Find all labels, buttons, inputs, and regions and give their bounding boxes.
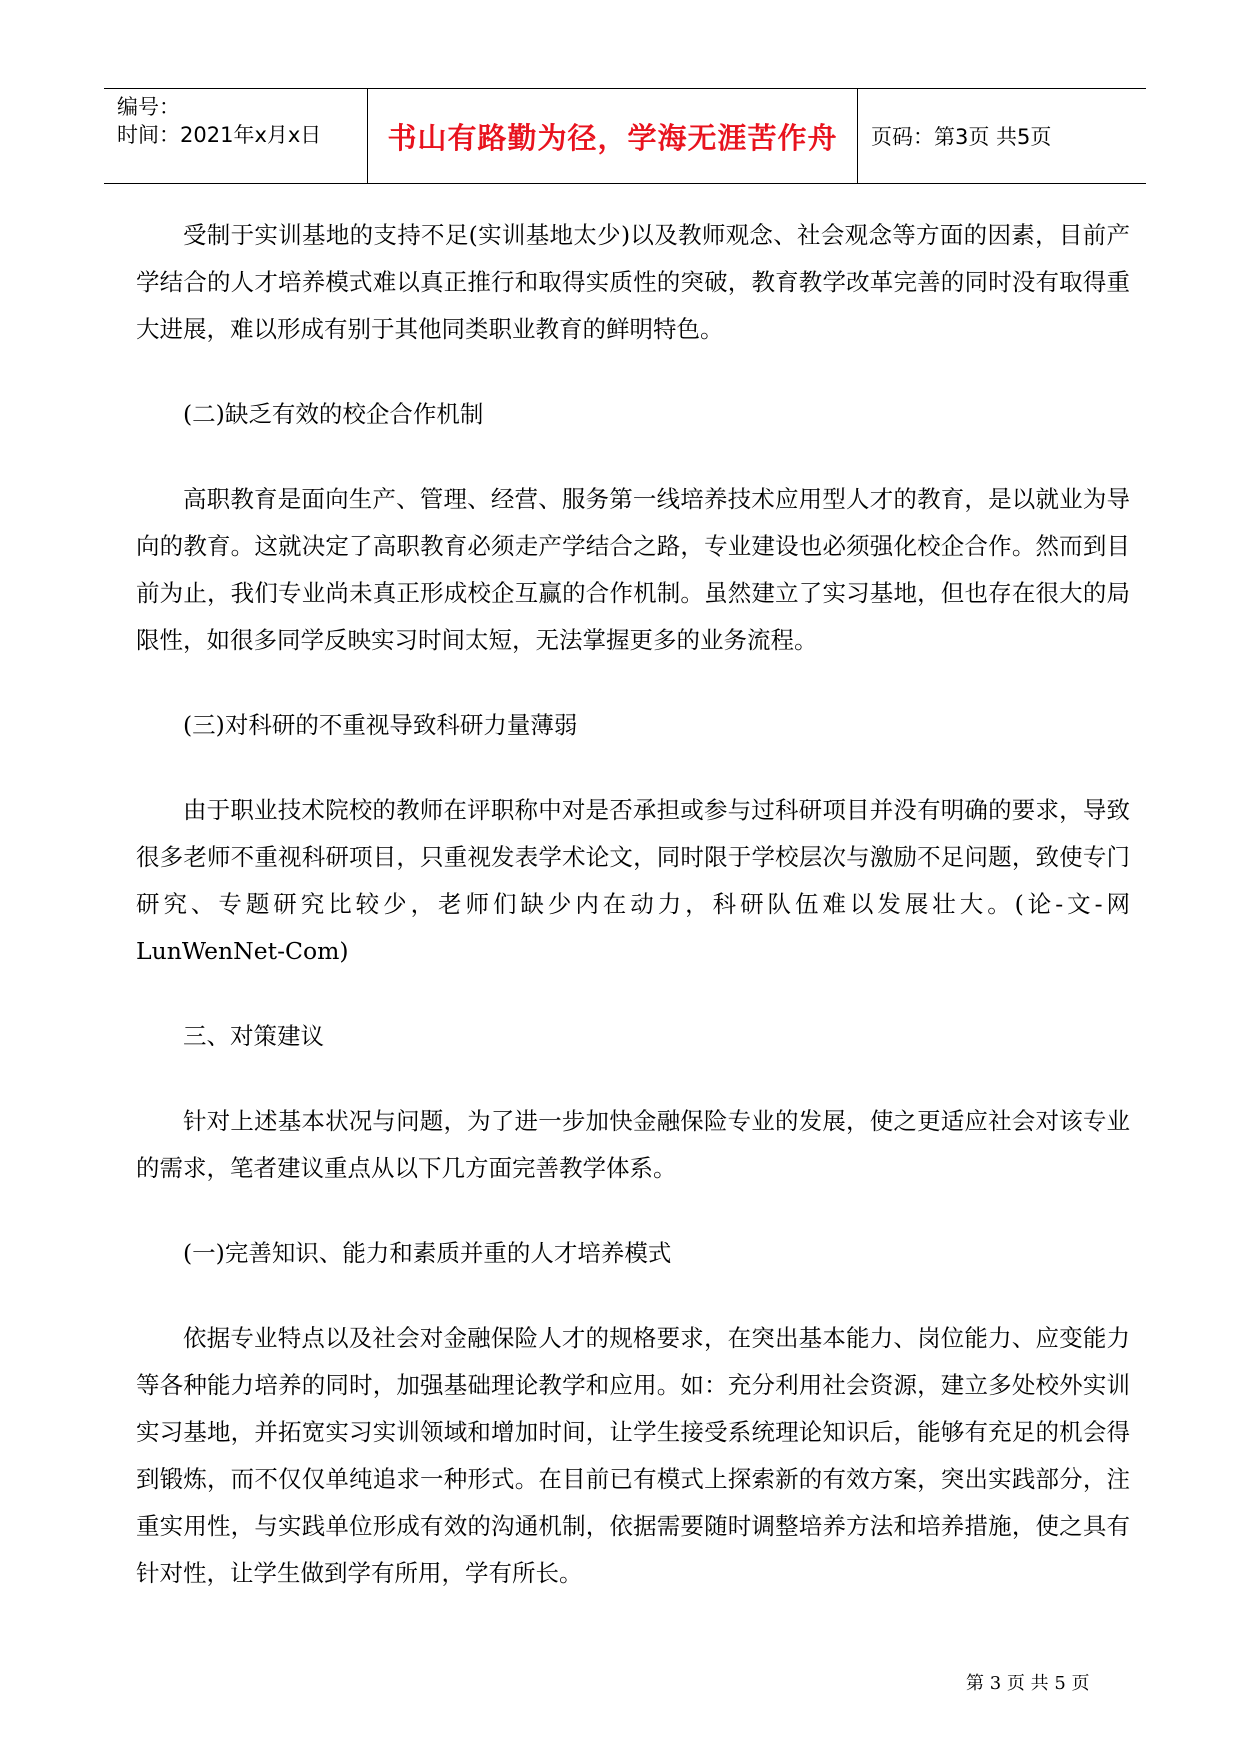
section-heading: (一)完善知识、能力和素质并重的人才培养模式 bbox=[183, 1239, 672, 1267]
section-heading: (三)对科研的不重视导致科研力量薄弱 bbox=[183, 711, 578, 739]
document-time-label: 时间：2021年x月x日 bbox=[117, 123, 322, 147]
paragraph: 针对上述基本状况与问题，为了进一步加快金融保险专业的发展，使之更适应社会对该专业的需求，笔者建议重点从以下几方面完善教学体系。 bbox=[136, 1107, 1130, 1182]
header-page-code: 页码：第3页 共5页 bbox=[871, 125, 1052, 149]
paragraph: 依据专业特点以及社会对金融保险人才的规格要求，在突出基本能力、岗位能力、应变能力等各种能力培养的同时，加强基础理论教学和应用。如：充分利用社会资源，建立多处校外实训实习基地，并拓宽实习实训领域和增加时间，让学生接受系统理论知识后，能够有充足的机会得到锻炼，而不仅仅单纯追求一种形式。在目前已有模式上探索新的有效方案，突出实践部分，注重实用性，与实践单位形成有效的沟通机制，依据需要随时调整培养方法和培养措施，使之具有针对性，让学生做到学有所用，学有所长。 bbox=[136, 1324, 1130, 1587]
document-body bbox=[136, 212, 1130, 1635]
header-motto: 书山有路勤为径，学海无涯苦作舟 bbox=[368, 89, 858, 183]
section-heading: 三、对策建议 bbox=[183, 1022, 324, 1050]
header-meta-cell bbox=[104, 89, 368, 183]
paragraph: 受制于实训基地的支持不足(实训基地太少)以及教师观念、社会观念等方面的因素，目前产学结合的人才培养模式难以真正推行和取得实质性的突破，教育教学改革完善的同时没有取得重大进展，难以形成有别于其他同类职业教育的鲜明特色。 bbox=[136, 221, 1130, 343]
paragraph: 高职教育是面向生产、管理、经营、服务第一线培养技术应用型人才的教育，是以就业为导向的教育。这就决定了高职教育必须走产学结合之路，专业建设也必须强化校企合作。然而到目前为止，我们专业尚未真正形成校企互赢的合作机制。虽然建立了实习基地，但也存在很大的局限性，如很多同学反映实习时间太短，无法掌握更多的业务流程。 bbox=[136, 485, 1130, 654]
document-number-label: 编号： bbox=[117, 95, 180, 119]
page-footer: 第 3 页 共 5 页 bbox=[966, 1673, 1090, 1694]
section-heading: (二)缺乏有效的校企合作机制 bbox=[183, 400, 484, 428]
paragraph: 由于职业技术院校的教师在评职称中对是否承担或参与过科研项目并没有明确的要求，导致很多老师不重视科研项目，只重视发表学术论文，同时限于学校层次与激励不足问题，致使专门研究、专题研究比较少，老师们缺少内在动力，科研队伍难以发展壮大。(论-文-网 LunWenNet-Com) bbox=[136, 796, 1130, 965]
document-header bbox=[104, 88, 1146, 184]
